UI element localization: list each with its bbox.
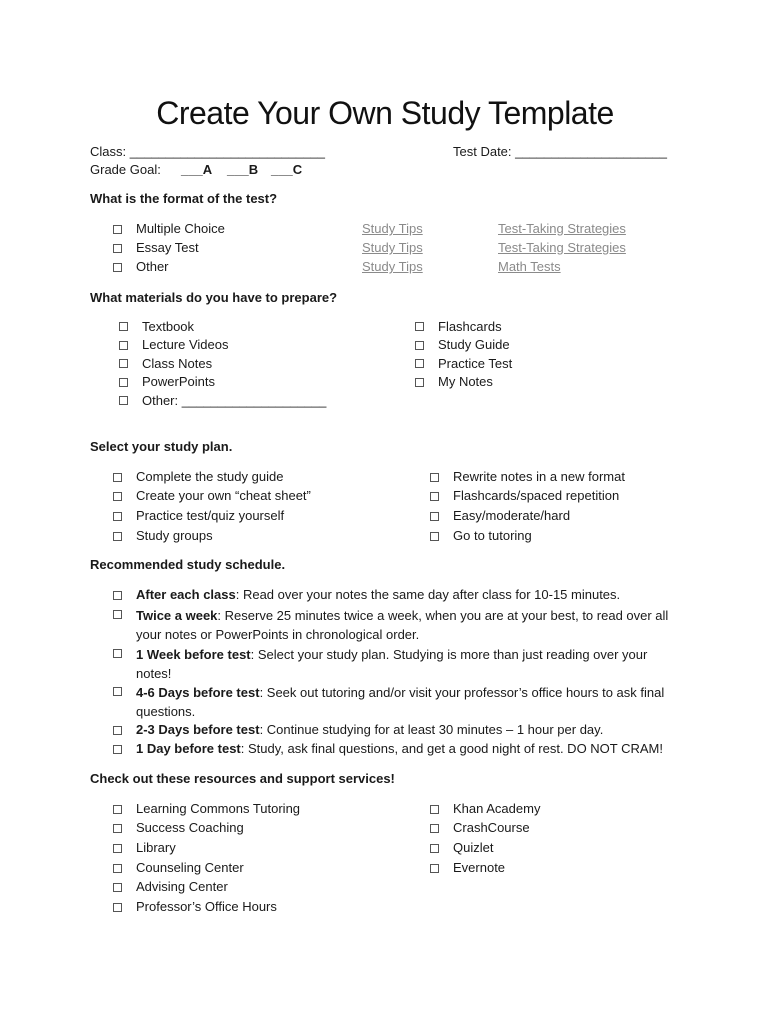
plan-item: Complete the study guide bbox=[136, 469, 284, 484]
material-item: Class Notes bbox=[142, 356, 213, 371]
format-option-label: Other bbox=[136, 259, 169, 274]
plan-item: Practice test/quiz yourself bbox=[136, 508, 285, 523]
grade-option-a[interactable]: ___A bbox=[181, 162, 213, 177]
checkbox[interactable] bbox=[119, 396, 128, 405]
test-taking-strategies-link[interactable]: Test-Taking Strategies bbox=[498, 221, 626, 236]
plan-item: Study groups bbox=[136, 528, 213, 543]
checkbox[interactable] bbox=[119, 322, 128, 331]
checkbox[interactable] bbox=[113, 883, 122, 892]
grade-option-c[interactable]: ___C bbox=[271, 162, 303, 177]
checkbox[interactable] bbox=[113, 726, 122, 735]
schedule-item bbox=[136, 722, 681, 738]
schedule-item-text: : Reserve 25 minutes twice a week, when you are at your best, to read over all your notes or PowerPoints in chronological order. bbox=[136, 608, 669, 642]
schedule-item-title: 2-3 Days before test bbox=[136, 722, 260, 737]
checkbox[interactable] bbox=[430, 864, 439, 873]
test-date-field[interactable]: Test Date: _____________________ bbox=[453, 144, 667, 159]
grade-goal-label: Grade Goal: bbox=[90, 162, 161, 177]
schedule-item-title: Twice a week bbox=[136, 608, 218, 623]
checkbox[interactable] bbox=[113, 512, 122, 521]
schedule-item-text: : Select your study plan. Studying is more than just reading over your notes! bbox=[136, 647, 648, 681]
checkbox[interactable] bbox=[113, 687, 122, 696]
checkbox[interactable] bbox=[430, 824, 439, 833]
checkbox[interactable] bbox=[430, 492, 439, 501]
resource-item: Success Coaching bbox=[136, 820, 244, 835]
resource-item: Quizlet bbox=[453, 840, 494, 855]
resource-item: Evernote bbox=[453, 860, 506, 875]
checkbox[interactable] bbox=[113, 473, 122, 482]
material-item: Flashcards bbox=[438, 319, 502, 334]
checkbox[interactable] bbox=[415, 322, 424, 331]
resource-item: Advising Center bbox=[136, 879, 228, 894]
schedule-heading: Recommended study schedule. bbox=[90, 557, 286, 572]
material-item: PowerPoints bbox=[142, 374, 215, 389]
material-item: Study Guide bbox=[438, 337, 510, 352]
checkbox[interactable] bbox=[113, 824, 122, 833]
materials-heading: What materials do you have to prepare? bbox=[90, 290, 338, 305]
schedule-item-title: 4-6 Days before test bbox=[136, 685, 260, 700]
schedule-item bbox=[136, 606, 681, 644]
study-tips-link[interactable]: Study Tips bbox=[362, 221, 423, 236]
checkbox[interactable] bbox=[113, 492, 122, 501]
checkbox[interactable] bbox=[113, 864, 122, 873]
resource-item: Khan Academy bbox=[453, 801, 541, 816]
plan-item: Easy/moderate/hard bbox=[453, 508, 571, 523]
checkbox[interactable] bbox=[113, 745, 122, 754]
resources-heading: Check out these resources and support services! bbox=[90, 771, 395, 786]
resource-item: Library bbox=[136, 840, 176, 855]
schedule-item-text: : Seek out tutoring and/or visit your professor’s office hours to ask final questions. bbox=[136, 685, 665, 719]
material-item: Textbook bbox=[142, 319, 195, 334]
material-item: My Notes bbox=[438, 374, 493, 389]
resource-item: Counseling Center bbox=[136, 860, 244, 875]
checkbox[interactable] bbox=[430, 805, 439, 814]
schedule-item-title: 1 Week before test bbox=[136, 647, 251, 662]
checkbox[interactable] bbox=[113, 244, 122, 253]
page-title: Create Your Own Study Template bbox=[156, 95, 614, 131]
checkbox[interactable] bbox=[119, 359, 128, 368]
material-item: Lecture Videos bbox=[142, 337, 229, 352]
plan-item: Go to tutoring bbox=[453, 528, 532, 543]
checkbox[interactable] bbox=[415, 378, 424, 387]
resource-item: CrashCourse bbox=[453, 820, 530, 835]
schedule-item-title: After each class bbox=[136, 587, 236, 602]
schedule-item-text: : Continue studying for at least 30 minutes – 1 hour per day. bbox=[259, 722, 604, 737]
plan-item: Rewrite notes in a new format bbox=[453, 469, 625, 484]
checkbox[interactable] bbox=[415, 359, 424, 368]
material-other-field[interactable]: Other: ____________________ bbox=[142, 393, 327, 408]
checkbox[interactable] bbox=[119, 341, 128, 350]
schedule-item bbox=[136, 683, 681, 721]
schedule-item bbox=[136, 741, 681, 757]
checkbox[interactable] bbox=[430, 473, 439, 482]
test-taking-strategies-link[interactable]: Test-Taking Strategies bbox=[498, 240, 626, 255]
study-tips-link[interactable]: Study Tips bbox=[362, 240, 423, 255]
checkbox[interactable] bbox=[113, 610, 122, 619]
checkbox[interactable] bbox=[113, 649, 122, 658]
format-option-label: Essay Test bbox=[136, 240, 199, 255]
checkbox[interactable] bbox=[113, 591, 122, 600]
schedule-item bbox=[136, 645, 681, 683]
checkbox[interactable] bbox=[113, 532, 122, 541]
schedule-item bbox=[136, 587, 681, 603]
checkbox[interactable] bbox=[113, 225, 122, 234]
checkbox[interactable] bbox=[113, 263, 122, 272]
material-item: Practice Test bbox=[438, 356, 513, 371]
schedule-item-text: : Study, ask final questions, and get a good night of rest. DO NOT CRAM! bbox=[240, 741, 663, 756]
checkbox[interactable] bbox=[113, 903, 122, 912]
resource-item: Learning Commons Tutoring bbox=[136, 801, 301, 816]
checkbox[interactable] bbox=[113, 805, 122, 814]
study-tips-link[interactable]: Study Tips bbox=[362, 259, 423, 274]
grade-option-b[interactable]: ___B bbox=[227, 162, 259, 177]
checkbox[interactable] bbox=[415, 341, 424, 350]
format-heading: What is the format of the test? bbox=[90, 191, 278, 206]
schedule-item-text: : Read over your notes the same day after class for 10-15 minutes. bbox=[235, 587, 621, 602]
plan-item: Flashcards/spaced repetition bbox=[453, 488, 620, 503]
study-plan-heading: Select your study plan. bbox=[90, 439, 233, 454]
math-tests-link[interactable]: Math Tests bbox=[498, 259, 561, 274]
schedule-item-title: 1 Day before test bbox=[136, 741, 241, 756]
format-option-label: Multiple Choice bbox=[136, 221, 225, 236]
checkbox[interactable] bbox=[430, 532, 439, 541]
checkbox[interactable] bbox=[430, 512, 439, 521]
plan-item: Create your own “cheat sheet” bbox=[136, 488, 311, 503]
checkbox[interactable] bbox=[119, 378, 128, 387]
class-field[interactable]: Class: ___________________________ bbox=[90, 144, 325, 159]
resource-item: Professor’s Office Hours bbox=[136, 899, 277, 914]
checkbox[interactable] bbox=[430, 844, 439, 853]
checkbox[interactable] bbox=[113, 844, 122, 853]
